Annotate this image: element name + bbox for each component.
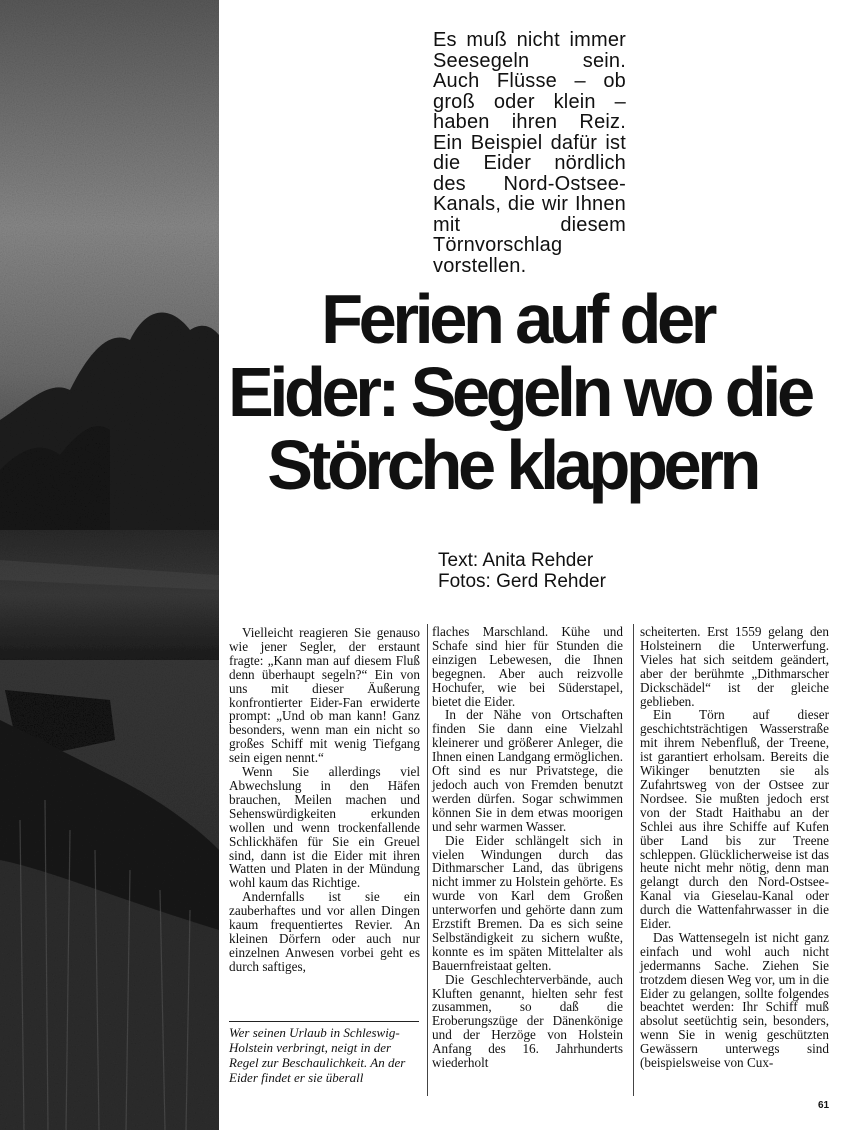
body-paragraph: In der Nähe von Ortschaften finden Sie dann eine Vielzahl kleinerer und größerer Anleger, die Ihnen einen Landgang ermöglichen. Oft sind es nur Privatstege, die jedoch auch von Fremden benutzt werden dürfen. Sogar schwimmen können Sie in dem etwas moorigen und sehr warmen Wasser. [432, 707, 623, 834]
body-paragraph: Andernfalls ist sie ein zauberhaftes und vor allen Dingen kaum frequentiertes Revier. An kleinen Dörfern oder auch nur einzelnen Anwesen vorbei geht es durch saftiges, [229, 889, 420, 974]
body-column-1 [229, 626, 420, 974]
byline-text-author: Text: Anita Rehder [438, 550, 594, 571]
column-rule-2 [633, 624, 634, 1096]
body-column-2 [432, 625, 623, 1070]
headline [228, 280, 836, 504]
body-paragraph: Die Eider schlängelt sich in vielen Windungen durch das Dithmarscher Land, das übrigens nicht immer zu Holstein gehörte. Es wurde von Karl dem Großen unterworfen und gehörte dann zum Erzstift Bremen. Da es sich seine Selbständigkeit zu sichern wußte, konnte es im späten Mittelalter als Bauernfreistaat gelten. [432, 832, 623, 973]
photo-caption: Wer seinen Urlaub in Schleswig-Holstein verbringt, neigt in der Regel zur Beschaulichkeit. An der Eider findet er sie überall [229, 1021, 419, 1085]
byline [438, 550, 606, 592]
headline-line-2: Eider: Segeln wo die [228, 353, 811, 431]
body-paragraph: Wenn Sie allerdings viel Abwechslung in den Häfen brauchen, Meilen machen und Sehenswürdigkeiten erkunden wollen und wenn trockenfallende Schlickhäfen für Sie ein Greuel sind, dann ist die Eider mit ihren Watten und Platen in der Mündung wohl kaum das Richtige. [229, 764, 420, 891]
headline-line-1: Ferien auf der [321, 280, 714, 358]
body-paragraph: flaches Marschland. Kühe und Schafe sind hier für Stunden die einzigen Lebewesen, die Ihnen begegnen. Aber auch reizvolle Hochufer, wie bei Süderstapel, bietet die Eider. [432, 624, 623, 709]
body-column-3 [640, 625, 829, 1070]
byline-photo-author: Fotos: Gerd Rehder [438, 571, 606, 592]
body-paragraph: Die Geschlechterverbände, auch Kluften genannt, hielten sehr fest zusammen, so daß die Eroberungszüge der Dänenkönige und der Herzöge von Holstein Anfang des 16. Jahrhunderts wiederholt [432, 971, 623, 1071]
headline-line-3: Störche klappern [267, 426, 758, 504]
lead-paragraph: Es muß nicht immer Seesegeln sein. Auch Flüsse – ob groß oder klein – haben ihren Reiz. Ein Beispiel dafür ist die Eider nördlich des Nord-Ostsee-Kanals, die wir Ihnen mit diesem Törnvorschlag vorstellen. [433, 29, 626, 277]
page-number: 61 [818, 1100, 830, 1111]
body-paragraph: Das Wattensegeln ist nicht ganz einfach und wohl auch nicht jedermanns Sache. Ziehen Sie trotzdem diesen Weg vor, um in die Eider zu gelangen, sollte folgendes beachtet werden: Ihr Schiff muß absolut seetüchtig sein, besonders, wenn Sie in wenig geschützten Gewässern unterwegs sind (beispielsweise von Cux- [640, 929, 829, 1071]
river-landscape-photo [0, 0, 219, 1130]
column-rule-1 [427, 624, 428, 1096]
body-paragraph: scheiterten. Erst 1559 gelang den Holsteinern die Unterwerfung. Vieles hat sich seitdem geändert, aber der berühmte „Dithmarscher Dickschädel“ ist der gleiche geblieben. [640, 624, 829, 709]
body-paragraph: Vielleicht reagieren Sie genauso wie jener Segler, der erstaunt fragte: „Kann man auf diesem Fluß denn überhaupt segeln?“ Ein von uns mit dieser Äußerung konfrontierter Eider-Fan erwiderte prompt: „Und ob man kann! Ganz besonders, wenn man ein nicht so großes Schiff mit wenig Tiefgang sein eigen nennt.“ [229, 625, 420, 766]
body-paragraph: Ein Törn auf dieser geschichtsträchtigen Wasserstraße mit ihrem Nebenfluß, der Treene, ist garantiert erholsam. Bereits die Wikinger benutzten sie als Zufahrtsweg von der Ostsee zur Nordsee. Sie mußten jedoch erst von der Stadt Haithabu an der Schlei aus ihre Schiffe auf Kufen über Land bis zur Treene schleppen. Glücklicherweise ist das heute nicht mehr nötig, denn man gelangt durch den Nord-Ostsee-Kanal via Gieselau-Kanal oder durch die Wattenfahrwasser in die Eider. [640, 707, 829, 932]
